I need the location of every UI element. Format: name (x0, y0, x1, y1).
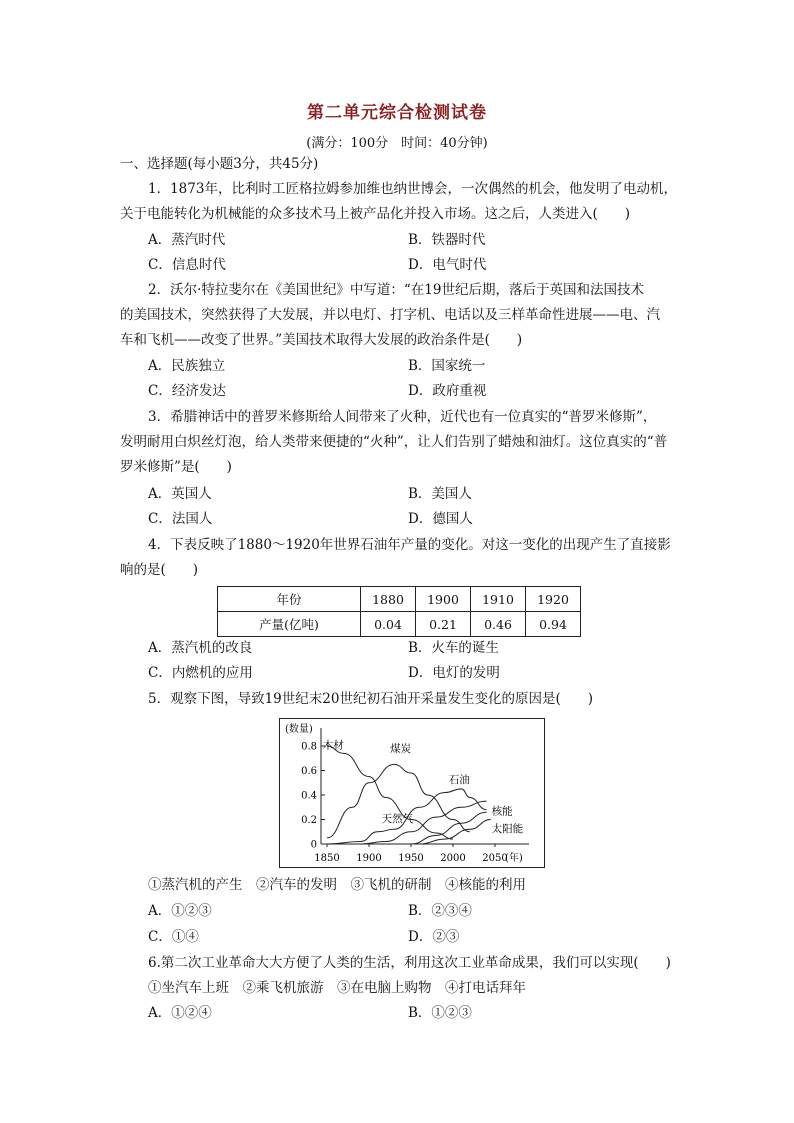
q4-text-line1: 4．下表反映了1880～1920年世界石油年产量的变化。对这一变化的出现产生了直接影 (148, 537, 671, 553)
q2-text-line1: 2．沃尔·特拉斐尔在《美国世纪》中写道：“在19世纪后期，落后于英国和法国技术 (148, 282, 644, 298)
q2-option-d: D．政府重视 (408, 383, 487, 399)
page-title: 第二单元综合检测试卷 (307, 103, 487, 123)
q5-option-d: D．②③ (408, 929, 460, 945)
series-line-3 (361, 801, 487, 844)
q1-option-b: B．铁器时代 (408, 232, 486, 248)
q2-option-a: A．民族独立 (148, 358, 226, 374)
table-cell: 0.46 (471, 612, 526, 637)
x-tick-label: 1900 (356, 853, 382, 864)
q1-option-d: D．电气时代 (408, 257, 487, 273)
y-axis-label: (数量) (285, 724, 313, 735)
x-tick-label: 1950 (398, 853, 424, 864)
q2-option-b: B．国家统一 (408, 358, 486, 374)
series-label: 煤炭 (390, 743, 411, 756)
q4-option-d: D．电灯的发明 (408, 665, 500, 681)
x-axis-label: (年) (505, 853, 523, 864)
q4-text-line2: 响的是( ) (120, 562, 199, 578)
y-tick-label: 0 (310, 839, 317, 851)
series-line-0 (327, 746, 453, 839)
score-time-info: (满分：100分 时间：40分钟) (306, 136, 488, 151)
q3-text-line3: 罗米修斯”是( ) (120, 459, 232, 475)
q3-text-line2: 发明耐用白炽丝灯泡，给人类带来便捷的“火种”，让人们告别了蜡烛和油灯。这位真实的“普 (120, 434, 668, 450)
q4-option-a: A．蒸汽机的改良 (148, 640, 253, 656)
y-tick-label: 0.8 (301, 741, 317, 753)
series-label: 石油 (448, 773, 470, 786)
q2-text-line3: 车和飞机——改变了世界。”美国技术取得大发展的政治条件是( ) (120, 332, 523, 348)
q5-option-a: A．①②③ (148, 903, 212, 919)
series-label: 太阳能 (491, 822, 524, 835)
series-label: 天然气 (381, 812, 414, 825)
q1-option-a: A．蒸汽时代 (148, 232, 226, 248)
series-label: 木材 (322, 739, 344, 752)
q1-option-c: C．信息时代 (148, 257, 226, 273)
energy-chart (279, 718, 545, 868)
table-cell: 1900 (416, 587, 471, 612)
table-cell: 0.04 (361, 612, 416, 637)
section-heading: 一、选择题(每小题3分，共45分) (120, 156, 319, 172)
q3-option-c: C．法国人 (148, 511, 213, 527)
energy-chart-svg (279, 718, 545, 868)
q3-option-d: D．德国人 (408, 511, 473, 527)
y-tick-label: 0.4 (301, 790, 317, 802)
table-cell: 1910 (471, 587, 526, 612)
q2-option-c: C．经济发达 (148, 383, 226, 399)
y-tick-label: 0.6 (301, 766, 317, 777)
chart-frame (280, 719, 545, 868)
table-cell: 0.94 (526, 612, 581, 637)
table-header-output: 产量(亿吨) (218, 612, 361, 637)
oil-output-table (217, 586, 581, 637)
q5-option-b: B．②③④ (408, 903, 472, 919)
q3-option-a: A．英国人 (148, 486, 212, 502)
q5-text-line1: 5．观察下图，导致19世纪末20世纪初石油开采量发生变化的原因是( ) (148, 691, 593, 707)
y-tick-label: 0.2 (301, 815, 317, 826)
q6-option-a: A．①②④ (148, 1005, 212, 1021)
q5-option-c: C．①④ (148, 929, 199, 945)
x-tick-label: 2000 (440, 853, 466, 864)
q3-text-line1: 3．希腊神话中的普罗米修斯给人间带来了火种，近代也有一位真实的“普罗米修斯”， (148, 409, 657, 425)
q2-text-line2: 的美国技术，突然获得了大发展，并以电灯、打字机、电话以及三样革命性进展——电、汽 (120, 307, 660, 323)
table-row (218, 612, 581, 637)
q4-option-c: C．内燃机的应用 (148, 665, 253, 681)
x-tick-label: 2050 (482, 853, 508, 864)
q6-items: ①坐汽车上班 ②乘飞机旅游 ③在电脑上购物 ④打电话拜年 (148, 980, 526, 996)
q1-text-line1: 1．1873年，比利时工匠格拉姆参加维也纳世博会，一次偶然的机会，他发明了电动机， (148, 181, 677, 197)
q4-option-b: B．火车的诞生 (408, 640, 499, 656)
table-cell: 1920 (526, 587, 581, 612)
table-cell: 1880 (361, 587, 416, 612)
x-tick-label: 1850 (314, 853, 340, 864)
q1-text-line2: 关于电能转化为机械能的众多技术马上被产品化并投入市场。这之后，人类进入( ) (120, 206, 631, 222)
q5-items: ①蒸汽机的产生 ②汽车的发明 ③飞机的研制 ④核能的利用 (148, 877, 526, 893)
table-row (218, 587, 581, 612)
table-cell: 0.21 (416, 612, 471, 637)
q6-text-line1: 6.第二次工业革命大大方便了人类的生活，利用这次工业革命成果，我们可以实现( ) (148, 955, 671, 971)
table-header-year: 年份 (218, 587, 361, 612)
q6-option-b: B．①②③ (408, 1005, 472, 1021)
q3-option-b: B．美国人 (408, 486, 472, 502)
series-label: 核能 (491, 805, 513, 818)
